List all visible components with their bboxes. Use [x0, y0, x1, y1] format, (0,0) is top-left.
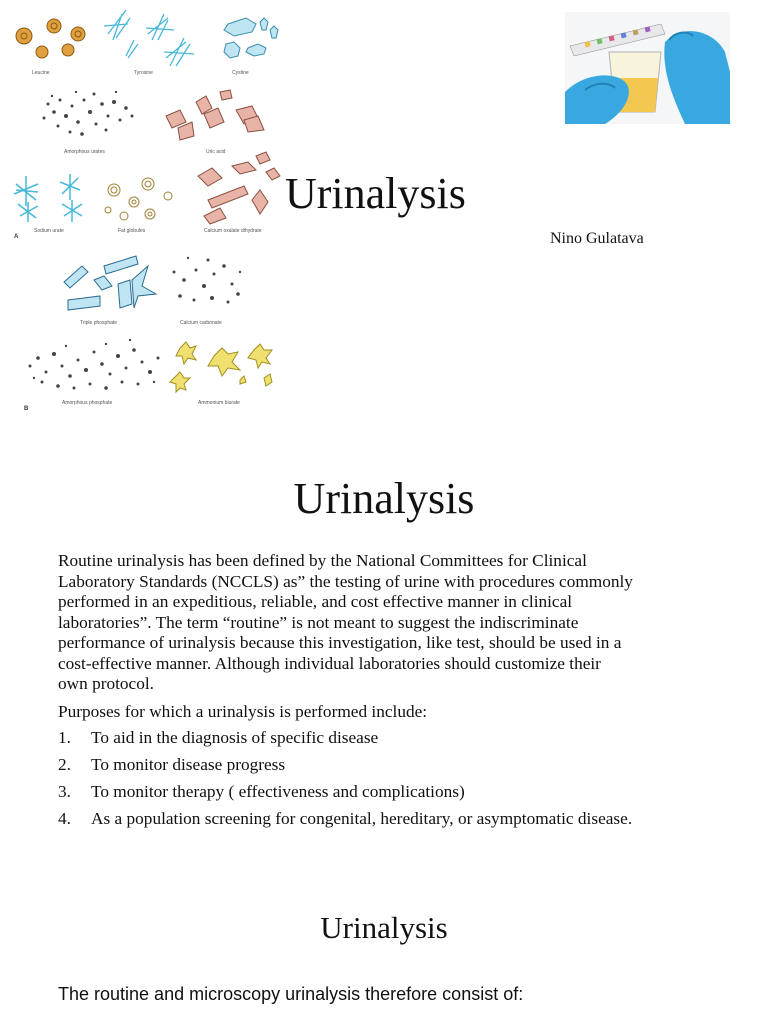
components-slide	[0, 880, 768, 1024]
list-text: To monitor disease progress	[91, 755, 286, 774]
panel-letter-b: B	[24, 406, 29, 412]
paragraph-line: cost-effective manner. Although individual laboratories should customize their	[58, 653, 601, 673]
label-cystine: Cystine	[232, 70, 249, 76]
list-text: To aid in the diagnosis of specific disease	[91, 728, 379, 747]
triple-phosphate-crystals	[64, 256, 156, 310]
list-number: 1.	[58, 728, 71, 747]
slide3-title: Urinalysis	[320, 910, 448, 945]
list-item	[58, 782, 758, 809]
paragraph-line: Laboratory Standards (NCCLS) as” the testing of urine with procedures commonly	[58, 571, 633, 591]
cystine-crystals	[224, 18, 278, 58]
amorphous-phosphate	[29, 339, 160, 390]
list-number: 2.	[58, 755, 71, 774]
definition-paragraph	[58, 551, 748, 695]
components-intro: The routine and microscopy urinalysis therefore consist of:	[58, 984, 524, 1004]
label-ammonium-biurate: Ammonium biurate	[198, 400, 240, 406]
definition-slide	[0, 455, 768, 855]
fat-globules	[105, 178, 172, 220]
list-number: 4.	[58, 809, 71, 828]
label-leucine: Leucine	[32, 70, 50, 76]
slide1-title: Urinalysis	[285, 169, 466, 218]
list-number: 3.	[58, 782, 71, 801]
author-name: Nino Gulatava	[550, 230, 644, 247]
leucine-crystals	[16, 19, 85, 58]
title-slide	[0, 0, 768, 450]
uric-acid-crystals	[166, 90, 264, 140]
crystals-drawing	[8, 4, 288, 424]
ammonium-biurate-crystals	[170, 342, 272, 392]
label-amorphous-phosphate: Amorphous phosphate	[62, 400, 113, 406]
crystals-illustration	[8, 4, 288, 424]
amorphous-urates	[36, 88, 140, 144]
purposes-list	[58, 728, 758, 836]
calcium-oxalate-crystals	[198, 152, 280, 224]
label-calcium-carbonate: Calcium carbonate	[180, 320, 222, 326]
label-tyrosine: Tyrosine	[134, 70, 153, 76]
label-amorphous-urates: Amorphous urates	[64, 149, 105, 155]
paragraph-line: performance of urinalysis because this investigation, like test, should be used in a	[58, 633, 622, 652]
list-text: To monitor therapy ( effectiveness and complications)	[91, 782, 465, 801]
list-item	[58, 809, 758, 836]
label-triple-phosphate: Triple phosphate	[80, 320, 118, 326]
label-calcium-oxalate: Calcium oxalate dihydrate	[204, 228, 262, 234]
paragraph-line: own protocol.	[58, 674, 154, 693]
panel-letter-a: A	[14, 234, 19, 240]
purposes-intro: Purposes for which a urinalysis is performed include:	[58, 702, 428, 721]
paragraph-line: laboratories”. The term “routine” is not meant to suggest the indiscriminate	[58, 612, 579, 632]
tyrosine-crystals	[104, 10, 194, 66]
label-sodium-urate: Sodium urate	[34, 228, 64, 234]
sodium-urate-crystals	[14, 174, 82, 222]
list-item	[58, 728, 758, 755]
urine-test-photo	[565, 12, 730, 124]
list-item	[58, 755, 758, 782]
calcium-carbonate-crystals	[173, 257, 242, 304]
urine-test-drawing	[565, 12, 730, 124]
label-uric-acid: Uric acid	[206, 149, 226, 155]
label-fat-globules: Fat globules	[118, 228, 146, 234]
paragraph-line: performed in an expeditious, reliable, and cost effective manner in clinical	[58, 592, 573, 611]
slide2-title: Urinalysis	[293, 474, 475, 523]
paragraph-line: Routine urinalysis has been defined by the National Committees for Clinical	[58, 551, 587, 570]
list-text: As a population screening for congenital, hereditary, or asymptomatic disease.	[91, 809, 633, 828]
